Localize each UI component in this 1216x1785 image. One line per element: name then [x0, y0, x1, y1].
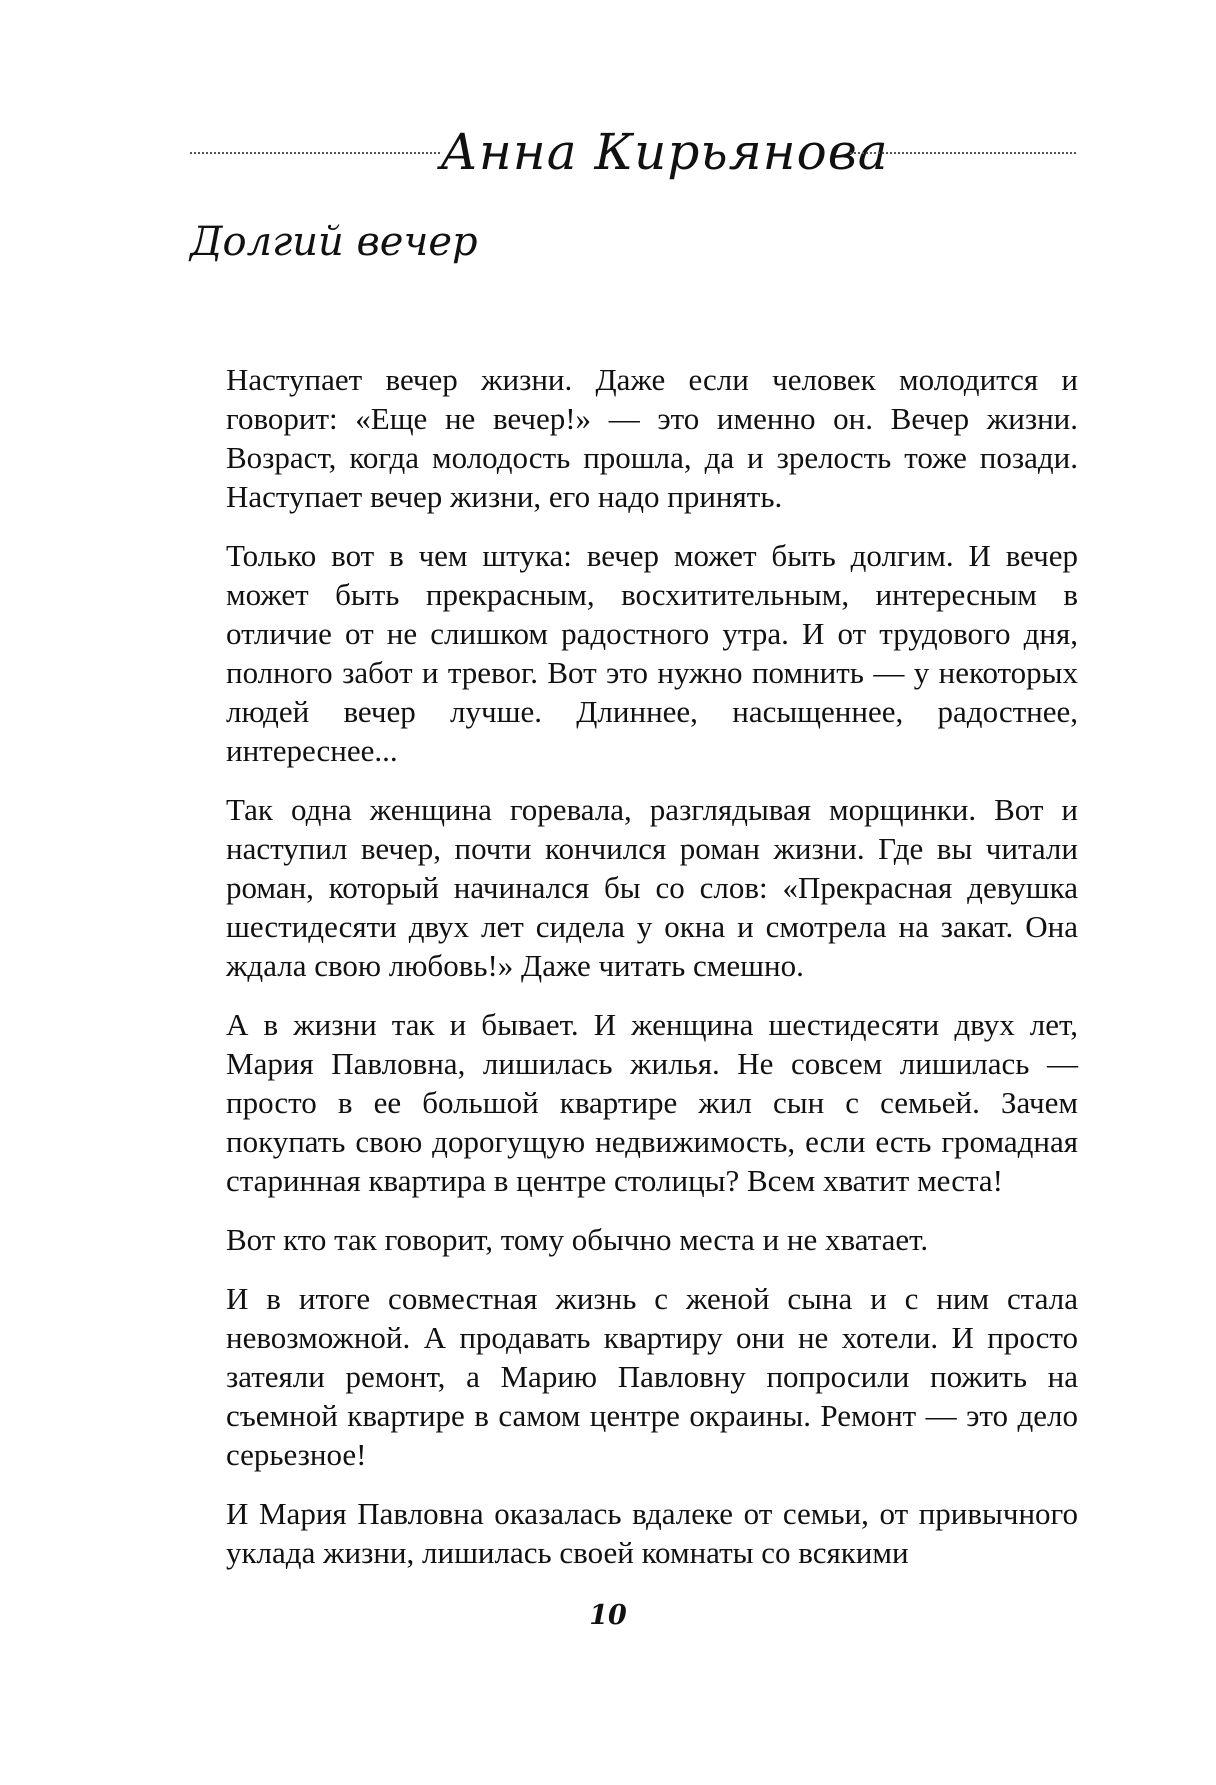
- running-header: [190, 120, 1076, 190]
- header-dotted-rule-right: [850, 152, 1076, 154]
- chapter-title: Долгий вечер: [190, 219, 478, 265]
- page-number: 10: [589, 1600, 627, 1631]
- paragraph: Только вот в чем штука: вечер может быть долгим. И вечер может быть прекрасным, восхитительным, интересным в отличие от не слишком радостного утра. И от трудового дня, полного забот и тревог. Вот это нужно помнить — у некоторых людей вечер лучше. Длиннее, насыщеннее, радостнее, интереснее...: [226, 538, 1078, 768]
- header-dotted-rule-left: [190, 152, 440, 154]
- paragraph: Наступает вечер жизни. Даже если человек молодится и говорит: «Еще не вечер!» — это именно он. Вечер жизни. Возраст, когда молодость прошла, да и зрелость тоже позади. Наступает вечер жизни, его надо принять.: [226, 362, 1078, 514]
- author-name: Анна Кирьянова: [440, 123, 889, 181]
- paragraph: Вот кто так говорит, тому обычно места и не хватает.: [226, 1222, 929, 1257]
- paragraph: А в жизни так и бывает. И женщина шестидесяти двух лет, Мария Павловна, лишилась жилья. Не совсем лишилась — просто в ее большой квартире жил сын с семьей. Зачем покупать свою дорогущую недвижимость, если есть громадная старинная квартира в центре столицы? Всем хватит места!: [226, 1007, 1078, 1198]
- body-text: [226, 360, 1078, 1592]
- paragraph: И в итоге совместная жизнь с женой сына и с ним стала невозможной. А продавать квартиру они не хотели. И просто затеяли ремонт, а Марию Павловну попросили пожить на съемной квартире в самом центре окраины. Ремонт — это дело серьезное!: [226, 1281, 1078, 1472]
- paragraph: Так одна женщина горевала, разглядывая морщинки. Вот и наступил вечер, почти кончился роман жизни. Где вы читали роман, который начинался бы со слов: «Прекрасная девушка шестидесяти двух лет сидела у окна и смотрела на закат. Она ждала свою любовь!» Даже читать смешно.: [226, 792, 1078, 983]
- paragraph: И Мария Павловна оказалась вдалеке от семьи, от привычного уклада жизни, лишилась своей комнаты со всякими: [226, 1496, 1078, 1570]
